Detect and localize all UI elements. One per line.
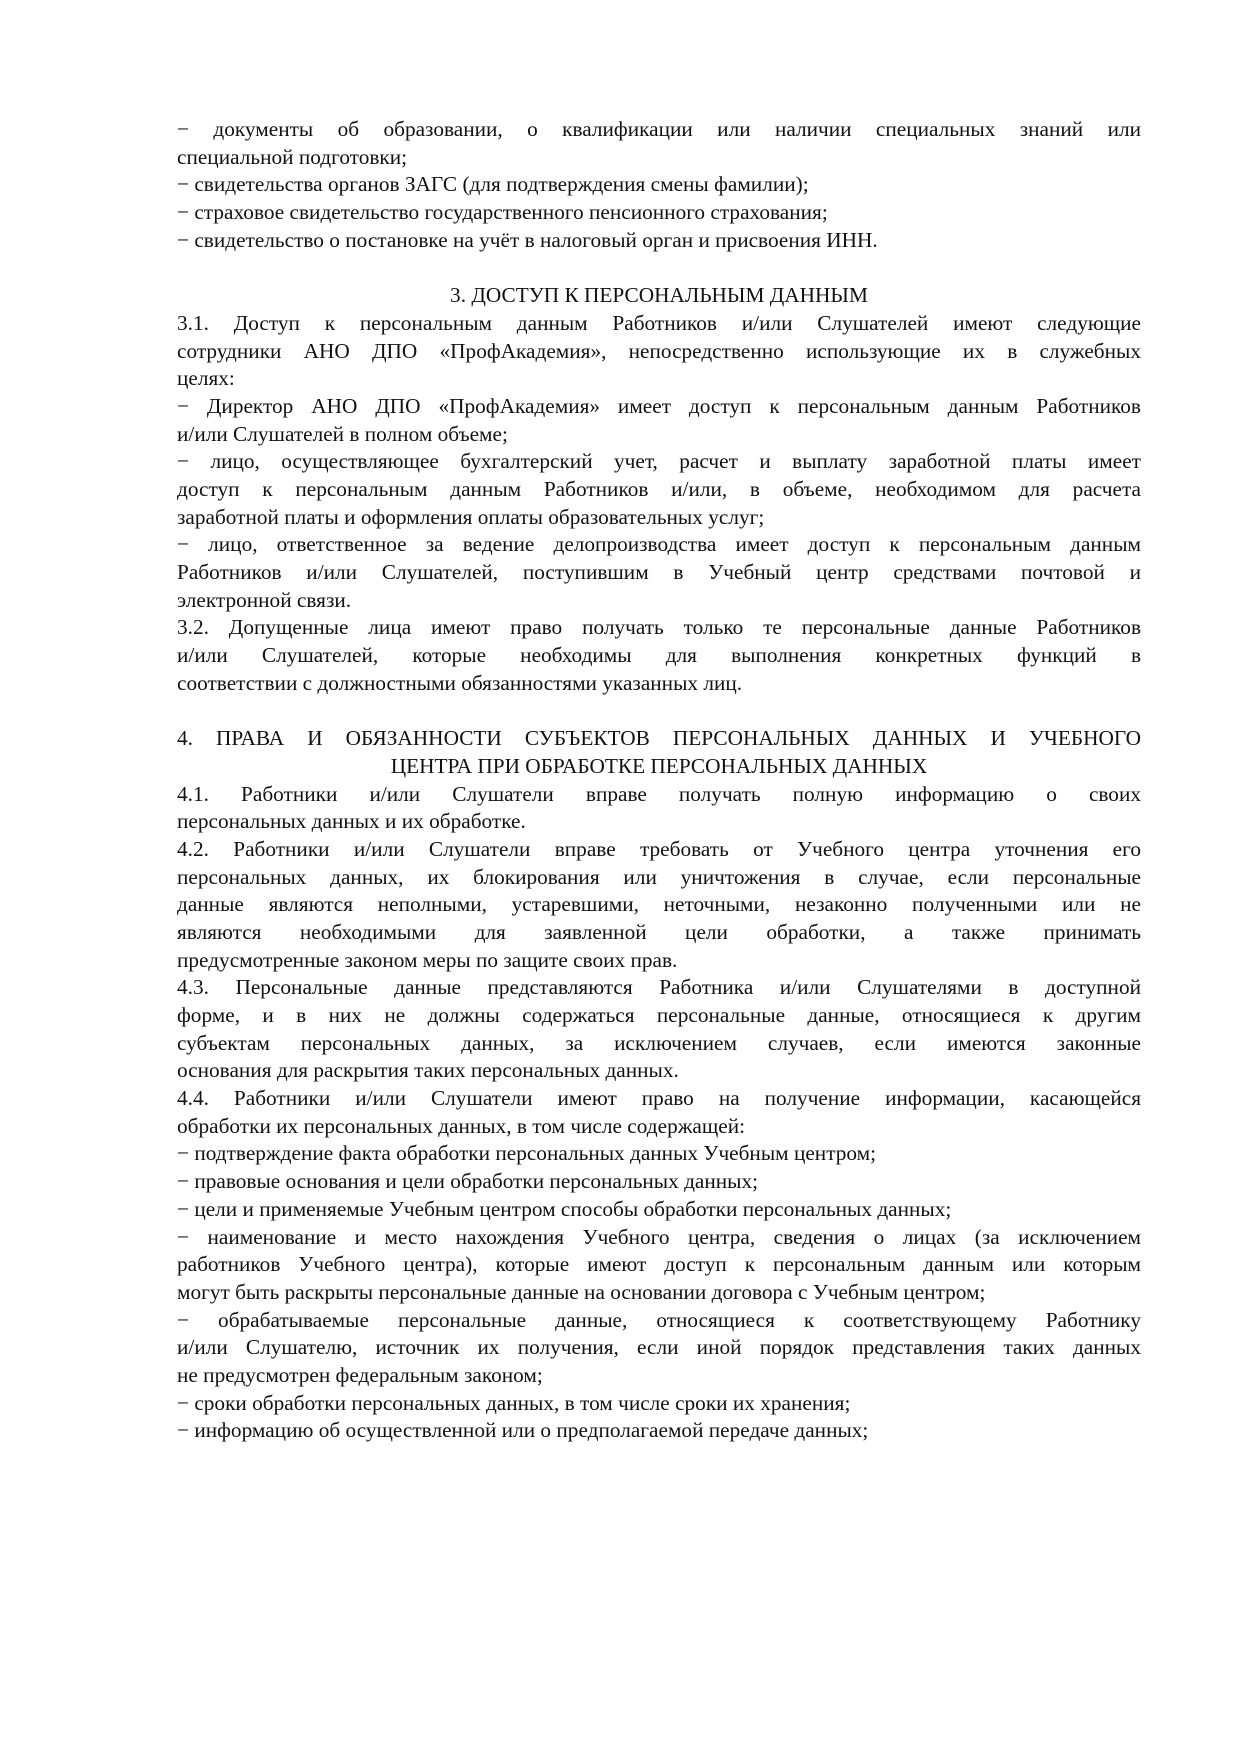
text-line: и/или Слушателей в полном объеме; <box>177 421 508 446</box>
paragraph <box>177 1390 1141 1418</box>
spacer <box>177 254 1141 282</box>
paragraph <box>177 1196 1141 1224</box>
text-line: − информацию об осуществленной или о предполагаемой передаче данных; <box>177 1418 869 1443</box>
heading-line: ЦЕНТРА ПРИ ОБРАБОТКЕ ПЕРСОНАЛЬНЫХ ДАННЫХ <box>390 753 928 778</box>
text-line: заработной платы и оформления оплаты образовательных услуг; <box>177 504 765 529</box>
text-line: − документы об образовании, о квалификации или наличии специальных знаний или <box>177 117 1141 141</box>
text-line: являются необходимыми для заявленной цели обработки, а также принимать <box>177 919 1141 944</box>
text-line: и/или Слушателю, источник их получения, если иной порядок представления таких данных <box>177 1335 1141 1360</box>
paragraph <box>177 614 1141 697</box>
text-line: обработки их персональных данных, в том числе содержащей: <box>177 1113 746 1138</box>
list-item <box>177 199 1141 227</box>
text-line: предусмотренные законом меры по защите своих прав. <box>177 947 678 972</box>
text-line: 4.1. Работники и/или Слушатели вправе получать полную информацию о своих <box>177 781 1141 806</box>
heading-line: 4. ПРАВА И ОБЯЗАННОСТИ СУБЪЕКТОВ ПЕРСОНАЛЬНЫХ ДАННЫХ И УЧЕБНОГО <box>177 726 1141 751</box>
section-3-body <box>177 310 1141 698</box>
document-page <box>177 116 1141 1445</box>
paragraph <box>177 1417 1141 1445</box>
paragraph <box>177 1307 1141 1390</box>
paragraph <box>177 310 1141 393</box>
text-line: Работников и/или Слушателей, поступившим в Учебный центр средствами почтовой и <box>177 560 1141 584</box>
paragraph <box>177 974 1141 1085</box>
text-line: субъектам персональных данных, за исключением случаев, если имеются законные <box>177 1030 1141 1055</box>
paragraph <box>177 836 1141 974</box>
section-3-heading: 3. ДОСТУП К ПЕРСОНАЛЬНЫМ ДАННЫМ <box>450 283 868 308</box>
text-line: − правовые основания и цели обработки персональных данных; <box>177 1169 759 1194</box>
text-line: − наименование и место нахождения Учебного центра, сведения о лицах (за исключением <box>177 1224 1141 1249</box>
text-line: могут быть раскрыты персональные данные на основании договора с Учебным центром; <box>177 1279 986 1304</box>
text-line: − цели и применяемые Учебным центром способы обработки персональных данных; <box>177 1196 952 1221</box>
text-line: не предусмотрен федеральным законом; <box>177 1362 543 1387</box>
paragraph <box>177 1224 1141 1307</box>
text-line: 4.3. Персональные данные представляются Работника и/или Слушателями в доступной <box>177 975 1141 1000</box>
paragraph <box>177 1085 1141 1140</box>
text-line: 4.2. Работники и/или Слушатели вправе требовать от Учебного центра уточнения его <box>177 836 1141 861</box>
text-line: целях: <box>177 366 235 391</box>
text-line: − обрабатываемые персональные данные, относящиеся к соответствующему Работнику <box>177 1307 1141 1332</box>
text-line: − страховое свидетельство государственного пенсионного страхования; <box>177 200 828 225</box>
section-4-heading <box>177 725 1141 780</box>
paragraph <box>177 393 1141 448</box>
text-line: − лицо, ответственное за ведение делопроизводства имеет доступ к персональным данным <box>177 532 1141 557</box>
text-line: 4.4. Работники и/или Слушатели имеют право на получение информации, касающейся <box>177 1086 1141 1111</box>
text-line: − Директор АНО ДПО «ПрофАкадемия» имеет доступ к персональным данным Работников <box>177 393 1141 418</box>
text-line: − свидетельства органов ЗАГС (для подтверждения смены фамилии); <box>177 172 809 197</box>
text-line: персональных данных и их обработке. <box>177 809 526 834</box>
list-item <box>177 227 1141 255</box>
text-line: данные являются неполными, устаревшими, неточными, незаконно полученными или не <box>177 892 1141 917</box>
paragraph <box>177 1140 1141 1168</box>
text-line: форме, и в них не должны содержаться персональные данные, относящиеся к другим <box>177 1003 1141 1027</box>
text-line: сотрудники АНО ДПО «ПрофАкадемия», непосредственно использующие их в служебных <box>177 338 1141 363</box>
list-item <box>177 171 1141 199</box>
paragraph <box>177 1168 1141 1196</box>
paragraph <box>177 531 1141 614</box>
spacer <box>177 697 1141 725</box>
section-4-body <box>177 781 1141 1446</box>
text-line: и/или Слушателей, которые необходимы для выполнения конкретных функций в <box>177 643 1141 668</box>
paragraph <box>177 448 1141 531</box>
text-line: − свидетельство о постановке на учёт в налоговый орган и присвоения ИНН. <box>177 227 878 252</box>
list-item <box>177 116 1141 171</box>
text-line: 3.1. Доступ к персональным данным Работников и/или Слушателей имеют следующие <box>177 310 1141 335</box>
text-line: − подтверждение факта обработки персональных данных Учебным центром; <box>177 1141 877 1166</box>
text-line: соответствии с должностными обязанностями указанных лиц. <box>177 670 743 695</box>
paragraph <box>177 781 1141 836</box>
text-line: − лицо, осуществляющее бухгалтерский учет, расчет и выплату заработной платы имеет <box>177 449 1141 474</box>
intro-document-list <box>177 116 1141 254</box>
text-line: основания для раскрытия таких персональных данных. <box>177 1058 679 1083</box>
text-line: специальной подготовки; <box>177 144 408 169</box>
text-line: 3.2. Допущенные лица имеют право получать только те персональные данные Работников <box>177 615 1141 640</box>
text-line: электронной связи. <box>177 587 352 612</box>
text-line: работников Учебного центра), которые имеют доступ к персональным данным или которым <box>177 1252 1141 1277</box>
text-line: доступ к персональным данным Работников и/или, в объеме, необходимом для расчета <box>177 476 1141 501</box>
text-line: − сроки обработки персональных данных, в том числе сроки их хранения; <box>177 1390 851 1415</box>
text-line: персональных данных, их блокирования или уничтожения в случае, если персональные <box>177 864 1141 889</box>
